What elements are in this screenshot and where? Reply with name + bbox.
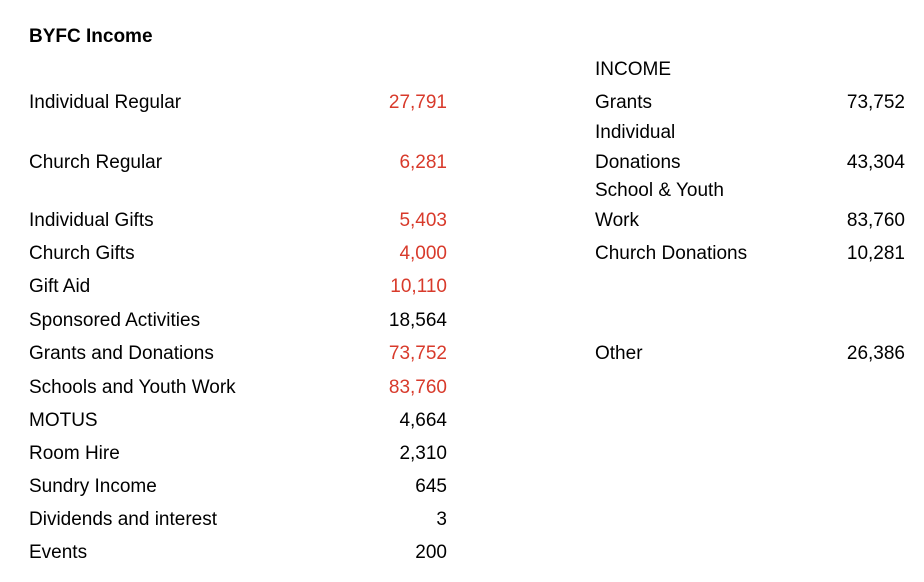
left-row-schools-and-youth-work [29,376,447,400]
row-value: 18,564 [388,310,447,331]
page-title: BYFC Income [29,26,153,47]
row-value: 26,386 [846,343,905,364]
row-value: 27,791 [388,92,447,113]
row-label: Other [595,343,643,364]
row-label: Room Hire [29,443,120,464]
row-label: Sponsored Activities [29,310,201,331]
income-heading: INCOME [595,59,671,80]
right-row-school-youth-work [595,178,905,236]
row-label: Gift Aid [29,276,91,297]
row-value: 73,752 [846,92,905,113]
left-row-individual-gifts [29,209,447,233]
row-value: 3 [436,509,447,530]
row-value: 6,281 [399,152,447,173]
left-row-church-gifts [29,242,447,266]
left-row-room-hire [29,442,447,466]
left-row-motus [29,409,447,433]
row-label: Events [29,542,88,563]
row-value: 5,403 [399,210,447,231]
row-value: 10,281 [846,243,905,264]
row-value: 43,304 [846,152,905,173]
row-label: Grants and Donations [29,343,214,364]
left-row-sundry-income [29,475,447,499]
left-row-church-regular [29,151,447,175]
left-row-gift-aid [29,275,447,299]
row-value: 83,760 [846,210,905,231]
row-label: Sundry Income [29,476,157,497]
row-value: 2,310 [399,443,447,464]
row-label: Church Regular [29,152,163,173]
row-label: Individual Regular [29,92,182,113]
row-label: Schools and Youth Work [29,377,236,398]
left-row-individual-regular [29,91,447,115]
row-label: Dividends and interest [29,509,217,530]
row-label: Church Gifts [29,243,135,264]
left-row-dividends-and-interest [29,508,447,532]
row-label: Church Donations [595,243,748,264]
row-value: 10,110 [390,276,447,297]
right-row-church-donations [595,239,905,269]
left-row-grants-and-donations [29,342,447,366]
left-row-sponsored-activities [29,309,447,333]
row-label: MOTUS [29,410,98,431]
row-value: 4,000 [399,243,447,264]
row-value: 4,664 [399,410,447,431]
row-value: 645 [415,476,447,497]
row-label: Individual Donations [595,122,681,173]
right-row-other [595,339,905,369]
row-value: 83,760 [388,377,447,398]
left-row-events [29,541,447,565]
right-row-individual-donations [595,118,905,178]
row-value: 200 [415,542,447,563]
right-row-grants [595,88,905,118]
row-label: School & Youth Work [595,180,724,231]
row-label: Grants [595,92,653,113]
row-value: 73,752 [388,343,447,364]
row-label: Individual Gifts [29,210,154,231]
